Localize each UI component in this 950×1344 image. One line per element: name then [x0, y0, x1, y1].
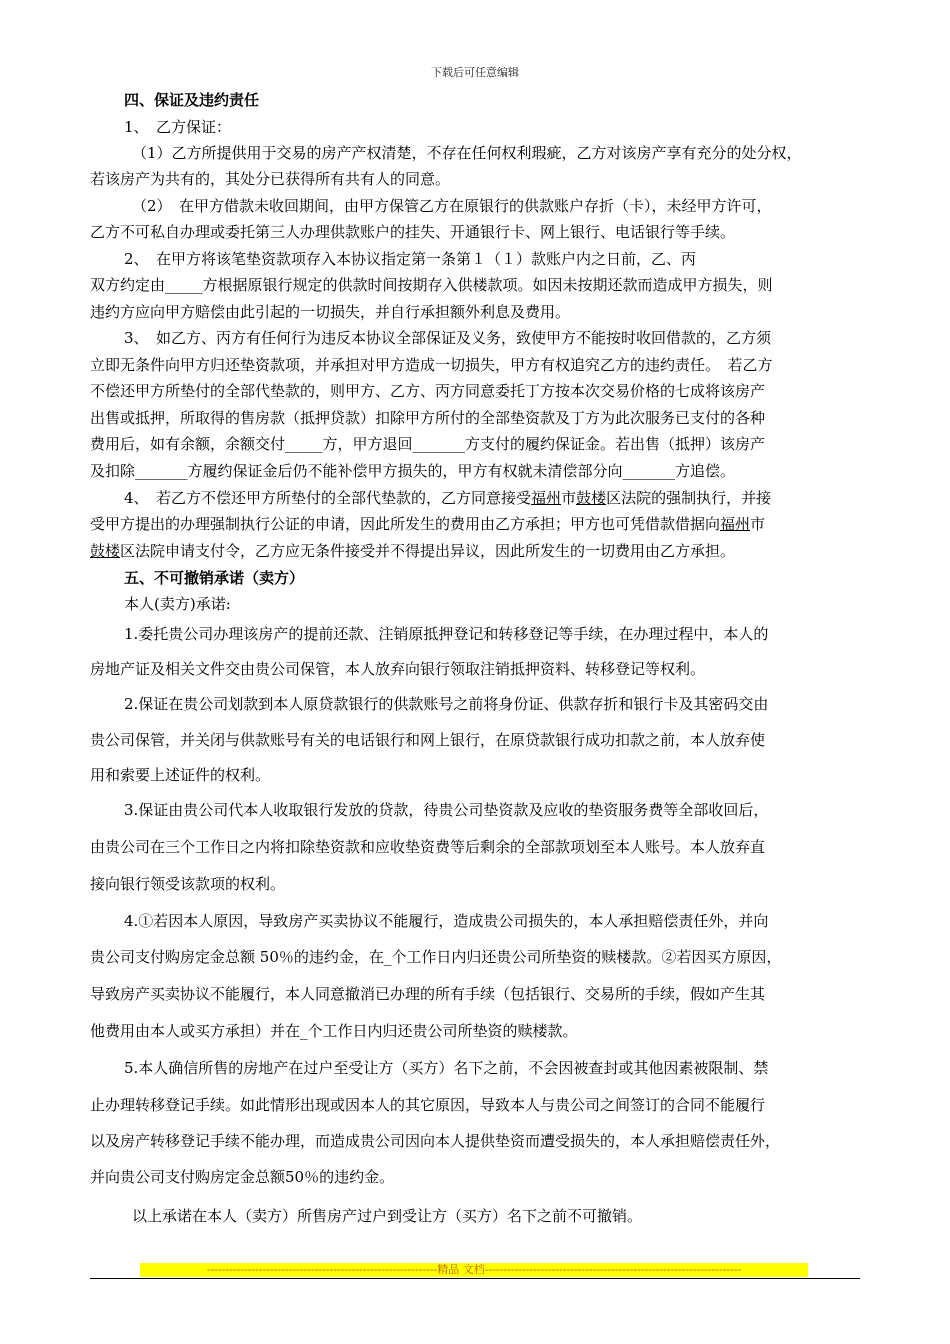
section4-line	[90, 514, 765, 534]
section5-line: 用和索要上述证件的权利。	[90, 766, 271, 784]
section5-title: 五、不可撤销承诺（卖方）	[124, 569, 305, 587]
footer-banner: --------------------------------------------------------------精品 文档---------------------------------------------------------------------	[140, 1263, 808, 1277]
text-span: 受甲方提出的办理强制执行公证的申请，因此所发生的费用由乙方承担；甲方也可凭借款借据向	[90, 515, 721, 533]
section5-line: 以及房产转移登记手续不能办理，而造成贵公司因向本人提供垫资而遭受损失的，本人承担赔偿责任外，	[90, 1132, 781, 1150]
section4-title: 四、保证及违约责任	[124, 91, 260, 109]
city-name: 福州	[720, 515, 751, 533]
district-name: 鼓楼	[90, 542, 121, 560]
page-header: 下载后可任意编辑	[431, 66, 519, 79]
text-span: 区法院的强制执行，并接	[606, 489, 772, 507]
section4-line: 违约方应向甲方赔偿由此引起的一切损失，并自行承担额外利息及费用。	[90, 303, 571, 321]
section5-line: 1.委托贵公司办理该房产的提前还款、注销原抵押登记和转移登记等手续，在办理过程中，本人的	[124, 625, 769, 643]
city-name: 福州	[531, 489, 562, 507]
section5-line: 4.①若因本人原因，导致房产买卖协议不能履行，造成贵公司损失的，本人承担赔偿责任外，并向	[124, 912, 769, 930]
section5-line: 由贵公司在三个工作日之内将扣除垫资款和应收垫资费等后剩余的全部款项划至本人账号。本人放弃直	[90, 838, 766, 856]
text-span: 市	[561, 489, 577, 507]
section4-line	[90, 541, 735, 561]
section5-line: 2.保证在贵公司划款到本人原贷款银行的供款账号之前将身份证、供款存折和银行卡及其密码交由	[124, 695, 769, 713]
section5-line: 5.本人确信所售的房地产在过户至受让方（买方）名下之前，不会因被查封或其他因素被限制、禁	[124, 1059, 769, 1077]
section5-line: 导致房产买卖协议不能履行，本人同意撤消已办理的所有手续（包括银行、交易所的手续，假如产生其	[90, 985, 766, 1003]
text-span: 市	[750, 515, 766, 533]
section5-line: 房地产证及相关文件交由贵公司保管，本人放弃向银行领取注销抵押资料、转移登记等权利。	[90, 660, 706, 678]
section4-line: 费用后，如有余额，余额交付_____方，甲方退回_______方支付的履约保证金。若出售（抵押）该房产	[90, 435, 766, 453]
section4-line: 出售或抵押，所取得的售房款（抵押贷款）扣除甲方所付的全部垫资款及丁方为此次服务已支付的各种	[90, 409, 766, 427]
section4-line: 及扣除_______方履约保证金后仍不能补偿甲方损失的，甲方有权就未清偿部分向_______方追偿。	[90, 462, 736, 480]
text-span: 4、 若乙方不偿还甲方所垫付的全部代垫款的，乙方同意接受	[124, 489, 532, 507]
section4-line: 2、 在甲方将该笔垫资款项存入本协议指定第一条第１（１）款账户内之日前，乙、丙	[124, 250, 697, 268]
section4-line: 乙方不可私自办理或委托第三人办理供款账户的挂失、开通银行卡、网上银行、电话银行等手续。	[90, 223, 736, 241]
section4-line: （2） 在甲方借款未收回期间，由甲方保管乙方在原银行的供款账户存折（卡），未经甲方许可，	[132, 197, 772, 215]
section5-closing: 以上承诺在本人（卖方）所售房产过户到受让方（买方）名下之前不可撤销。	[132, 1207, 643, 1225]
section4-line: 1、 乙方保证：	[124, 118, 232, 136]
section4-line: 立即无条件向甲方归还垫资款项，并承担对甲方造成一切损失，甲方有权追究乙方的违约责任。 若乙方	[90, 356, 773, 374]
section4-line: 不偿还甲方所垫付的全部代垫款的，则甲方、乙方、丙方同意委托丁方按本次交易价格的七成将该房产	[90, 382, 766, 400]
section4-line: 3、 如乙方、丙方有任何行为违反本协议全部保证及义务，致使甲方不能按时收回借款的，乙方须	[124, 329, 772, 347]
section5-line: 贵公司支付购房定金总额 50％的违约金，在_个工作日内归还贵公司所垫资的赎楼款。②若因买方原因，	[90, 948, 782, 966]
section5-line: 他费用由本人或买方承担）并在_个工作日内归还贵公司所垫资的赎楼款。	[90, 1022, 578, 1040]
section5-line: 贵公司保管，并关闭与供款账号有关的电话银行和网上银行，在原贷款银行成功扣款之前，本人放弃使	[90, 731, 766, 749]
district-name: 鼓楼	[576, 489, 607, 507]
section4-line: 双方约定由_____方根据原银行规定的供款时间按期存入供楼款项。如因未按期还款而造成甲方损失，则	[90, 276, 773, 294]
section4-line: 若该房产为共有的，其处分已获得所有共有人的同意。	[90, 170, 451, 188]
text-span: 区法院申请支付令，乙方应无条件接受并不得提出异议，因此所发生的一切费用由乙方承担。	[120, 542, 736, 560]
section5-line: 止办理转移登记手续。如此情形出现或因本人的其它原因，导致本人与贵公司之间签订的合同不能履行	[90, 1096, 766, 1114]
section4-line	[124, 488, 771, 508]
footer-divider	[90, 1278, 860, 1279]
section5-line: 并向贵公司支付购房定金总额50％的违约金。	[90, 1168, 395, 1186]
section5-line: 3.保证由贵公司代本人收取银行发放的贷款，待贵公司垫资款及应收的垫资服务费等全部收回后，	[124, 801, 769, 819]
section5-line: 接向银行领受该款项的权利。	[90, 875, 286, 893]
section4-line: （1）乙方所提供用于交易的房产产权清楚，不存在任何权利瑕疵，乙方对该房产享有充分的处分权，	[132, 144, 802, 162]
section5-intro: 本人(卖方)承诺:	[124, 595, 231, 613]
